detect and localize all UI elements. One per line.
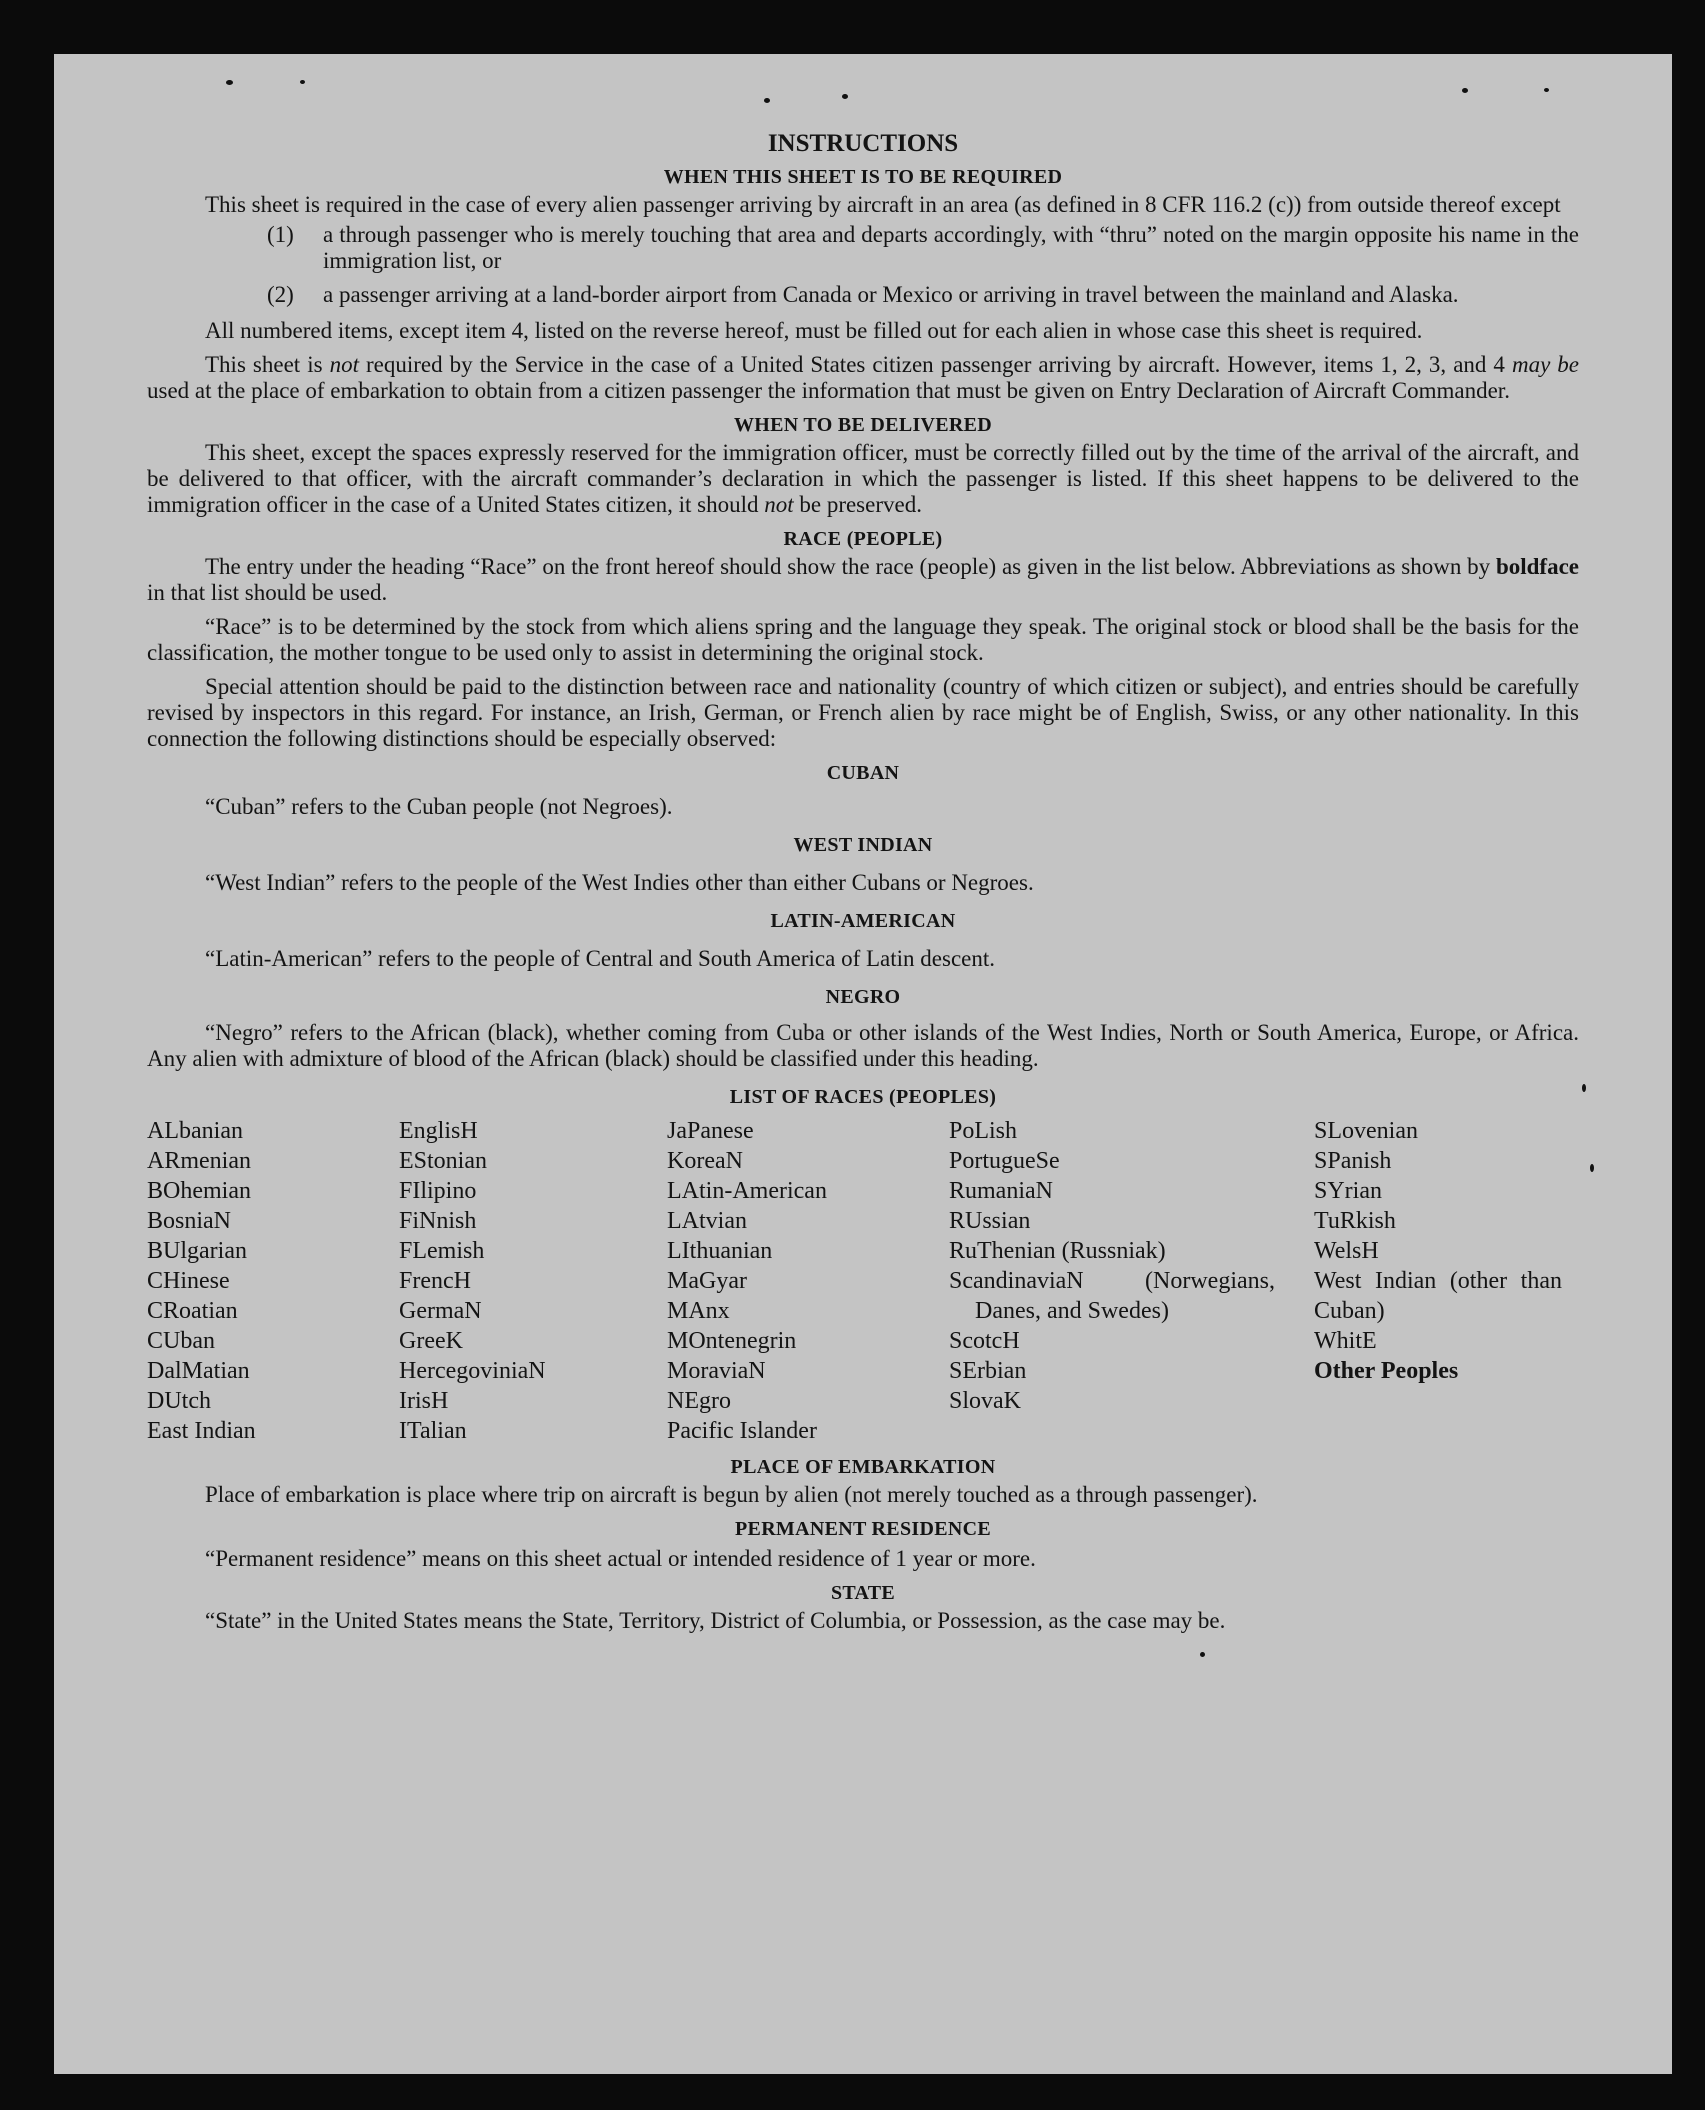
race-entry: KoreaN bbox=[667, 1148, 743, 1174]
race-entry: EnglisH bbox=[399, 1118, 478, 1144]
race-entry: SlovaK bbox=[949, 1388, 1021, 1414]
embarkation-text: Place of embarkation is place where trip on aircraft is begun by alien (not merely touched as a through passenger). bbox=[205, 1482, 1258, 1507]
scan-speck bbox=[1200, 1652, 1205, 1657]
definition-heading-latin-american: LATIN-AMERICAN bbox=[770, 910, 956, 932]
scan-speck bbox=[764, 98, 770, 103]
race-entry: SErbian bbox=[949, 1358, 1027, 1384]
race-entry: DUtch bbox=[147, 1388, 211, 1414]
race-entry: RUssian bbox=[949, 1208, 1031, 1234]
race-entry: JaPanese bbox=[667, 1118, 754, 1144]
scan-speck bbox=[300, 80, 305, 84]
race-entry: MOntenegrin bbox=[667, 1328, 797, 1354]
instruction-sheet bbox=[54, 54, 1672, 2074]
race-entry: LAtin-American bbox=[667, 1178, 827, 1204]
race-entry: East Indian bbox=[147, 1418, 256, 1444]
numbered-items-note: All numbered items, except item 4, listed on the reverse hereof, must be filled out for each alien in whose case this sheet is required. bbox=[205, 318, 1423, 343]
definition-heading-west-indian: WEST INDIAN bbox=[793, 834, 933, 856]
race-paragraph-1: The entry under the heading “Race” on the front hereof should show the race (people) as given in the list below. Abbreviations as shown by boldface in that list should be used. bbox=[147, 554, 1580, 605]
race-entry: FIlipino bbox=[399, 1178, 477, 1204]
race-entry: ScandinaviaN (Norwegians, Danes, and Swedes) bbox=[949, 1268, 1275, 1324]
race-entry: ALbanian bbox=[147, 1118, 243, 1144]
races-column bbox=[147, 1116, 399, 1446]
definition-text-cuban: “Cuban” refers to the Cuban people (not Negroes). bbox=[205, 794, 673, 819]
races-list-heading: LIST OF RACES (PEOPLES) bbox=[729, 1086, 997, 1108]
races-column bbox=[667, 1116, 949, 1446]
residence-text: “Permanent residence” means on this sheet actual or intended residence of 1 year or more. bbox=[205, 1546, 1036, 1571]
scan-speck bbox=[1544, 88, 1549, 92]
races-column bbox=[399, 1116, 667, 1446]
section-heading-embarkation: PLACE OF EMBARKATION bbox=[730, 1456, 996, 1478]
definition-text-latin-american: “Latin-American” refers to the people of Central and South America of Latin descent. bbox=[205, 946, 995, 971]
page-title: INSTRUCTIONS bbox=[767, 130, 959, 157]
definition-heading-cuban: CUBAN bbox=[826, 762, 900, 784]
races-list bbox=[147, 1116, 1579, 1446]
section-heading-delivered: WHEN TO BE DELIVERED bbox=[733, 414, 993, 436]
race-entry: PortugueSe bbox=[949, 1148, 1060, 1174]
race-entry: NEgro bbox=[667, 1388, 731, 1414]
exception-item bbox=[267, 222, 1579, 274]
race-entry: PoLish bbox=[949, 1118, 1018, 1144]
race-entry: BosniaN bbox=[147, 1208, 231, 1234]
required-intro: This sheet is required in the case of every alien passenger arriving by aircraft in an area (as defined in 8 CFR 116.2 (c)) from outside thereof except bbox=[205, 192, 1561, 217]
exception-item bbox=[267, 282, 1579, 308]
scan-speck bbox=[842, 94, 848, 99]
race-entry: MaGyar bbox=[667, 1268, 747, 1294]
scan-speck bbox=[1582, 1084, 1586, 1092]
race-entry: MoraviaN bbox=[667, 1358, 766, 1384]
citizen-note: This sheet is not required by the Service in the case of a United States citizen passenger arriving by aircraft. However, items 1, 2, 3, and 4 may be used at the place of embarkation to obtain from a citizen passenger the information that must be given on Entry Declaration of Aircraft Commander. bbox=[147, 352, 1580, 403]
section-heading-state: STATE bbox=[830, 1582, 896, 1604]
race-entry: RumaniaN bbox=[949, 1178, 1053, 1204]
race-entry: WhitE bbox=[1314, 1328, 1377, 1354]
race-entry: HercegoviniaN bbox=[399, 1358, 546, 1384]
race-entry: FLemish bbox=[399, 1238, 485, 1264]
race-entry: ScotcH bbox=[949, 1328, 1020, 1354]
race-entry: ITalian bbox=[399, 1418, 467, 1444]
exception-number: (2) bbox=[267, 282, 294, 307]
race-entry: Other Peoples bbox=[1314, 1358, 1459, 1384]
section-heading-residence: PERMANENT RESIDENCE bbox=[735, 1518, 991, 1540]
race-entry: CHinese bbox=[147, 1268, 230, 1294]
race-entry: SLovenian bbox=[1314, 1118, 1418, 1144]
race-entry: DalMatian bbox=[147, 1358, 250, 1384]
race-entry: TuRkish bbox=[1314, 1208, 1396, 1234]
race-entry: GermaN bbox=[399, 1298, 482, 1324]
definition-heading-negro: NEGRO bbox=[825, 986, 901, 1008]
race-entry: GreeK bbox=[399, 1328, 463, 1354]
exception-text: a passenger arriving at a land-border airport from Canada or Mexico or arriving in travel between the mainland and Alaska. bbox=[323, 282, 1459, 307]
race-entry: Pacific Islander bbox=[667, 1418, 817, 1444]
race-entry: RuThenian (Russniak) bbox=[949, 1238, 1166, 1264]
races-column bbox=[1314, 1116, 1562, 1446]
definition-text-west-indian: “West Indian” refers to the people of the West Indies other than either Cubans or Negroes. bbox=[205, 870, 1034, 895]
race-entry: MAnx bbox=[667, 1298, 730, 1324]
scan-speck bbox=[1462, 88, 1468, 93]
race-entry: SPanish bbox=[1314, 1148, 1392, 1174]
exception-number: (1) bbox=[267, 222, 294, 247]
race-paragraph-3: Special attention should be paid to the distinction between race and nationality (country of which citizen or subject), and entries should be carefully revised by inspectors in this regard. For instance, an Irish, German, or French alien by race might be of English, Swiss, or any other nationality. In this connection the following distinctions should be especially observed: bbox=[147, 674, 1579, 751]
scan-speck bbox=[226, 80, 233, 85]
race-entry: SYrian bbox=[1314, 1178, 1382, 1204]
race-entry: BOhemian bbox=[147, 1178, 251, 1204]
race-entry: BUlgarian bbox=[147, 1238, 247, 1264]
race-entry: FrencH bbox=[399, 1268, 471, 1294]
state-text: “State” in the United States means the State, Territory, District of Columbia, or Possession, as the case may be. bbox=[205, 1608, 1226, 1633]
race-entry: EStonian bbox=[399, 1148, 487, 1174]
race-entry: CRoatian bbox=[147, 1298, 238, 1324]
definition-text-negro: “Negro” refers to the African (black), whether coming from Cuba or other islands of the West Indies, North or South America, Europe, or Africa. Any alien with admixture of blood of the African (black) should be classified under this heading. bbox=[147, 1020, 1579, 1071]
race-entry: CUban bbox=[147, 1328, 215, 1354]
race-entry: FiNnish bbox=[399, 1208, 477, 1234]
race-entry: WelsH bbox=[1314, 1238, 1379, 1264]
race-entry: LAtvian bbox=[667, 1208, 747, 1234]
race-entry: ARmenian bbox=[147, 1148, 251, 1174]
section-heading-race: RACE (PEOPLE) bbox=[783, 528, 943, 550]
race-entry: IrisH bbox=[399, 1388, 449, 1414]
section-heading-required: WHEN THIS SHEET IS TO BE REQUIRED bbox=[663, 166, 1063, 188]
exception-text: a through passenger who is merely touching that area and departs accordingly, with “thru” noted on the margin opposite his name in the immigration list, or bbox=[323, 222, 1579, 273]
race-paragraph-2: “Race” is to be determined by the stock from which aliens spring and the language they speak. The original stock or blood shall be the basis for the classification, the mother tongue to be used only to assist in determining the original stock. bbox=[147, 614, 1579, 665]
race-entry: West Indian (other than Cuban) bbox=[1314, 1268, 1562, 1324]
delivered-text: This sheet, except the spaces expressly reserved for the immigration officer, must be correctly filled out by the time of the arrival of the aircraft, and be delivered to that officer, with the aircraft commander’s declaration in which the passenger is listed. If this sheet happens to be delivered to the immigration officer in the case of a United States citizen, it should not be preserved. bbox=[147, 440, 1579, 517]
race-entry: LIthuanian bbox=[667, 1238, 773, 1264]
scan-speck bbox=[1590, 1164, 1594, 1172]
races-column bbox=[949, 1116, 1314, 1446]
